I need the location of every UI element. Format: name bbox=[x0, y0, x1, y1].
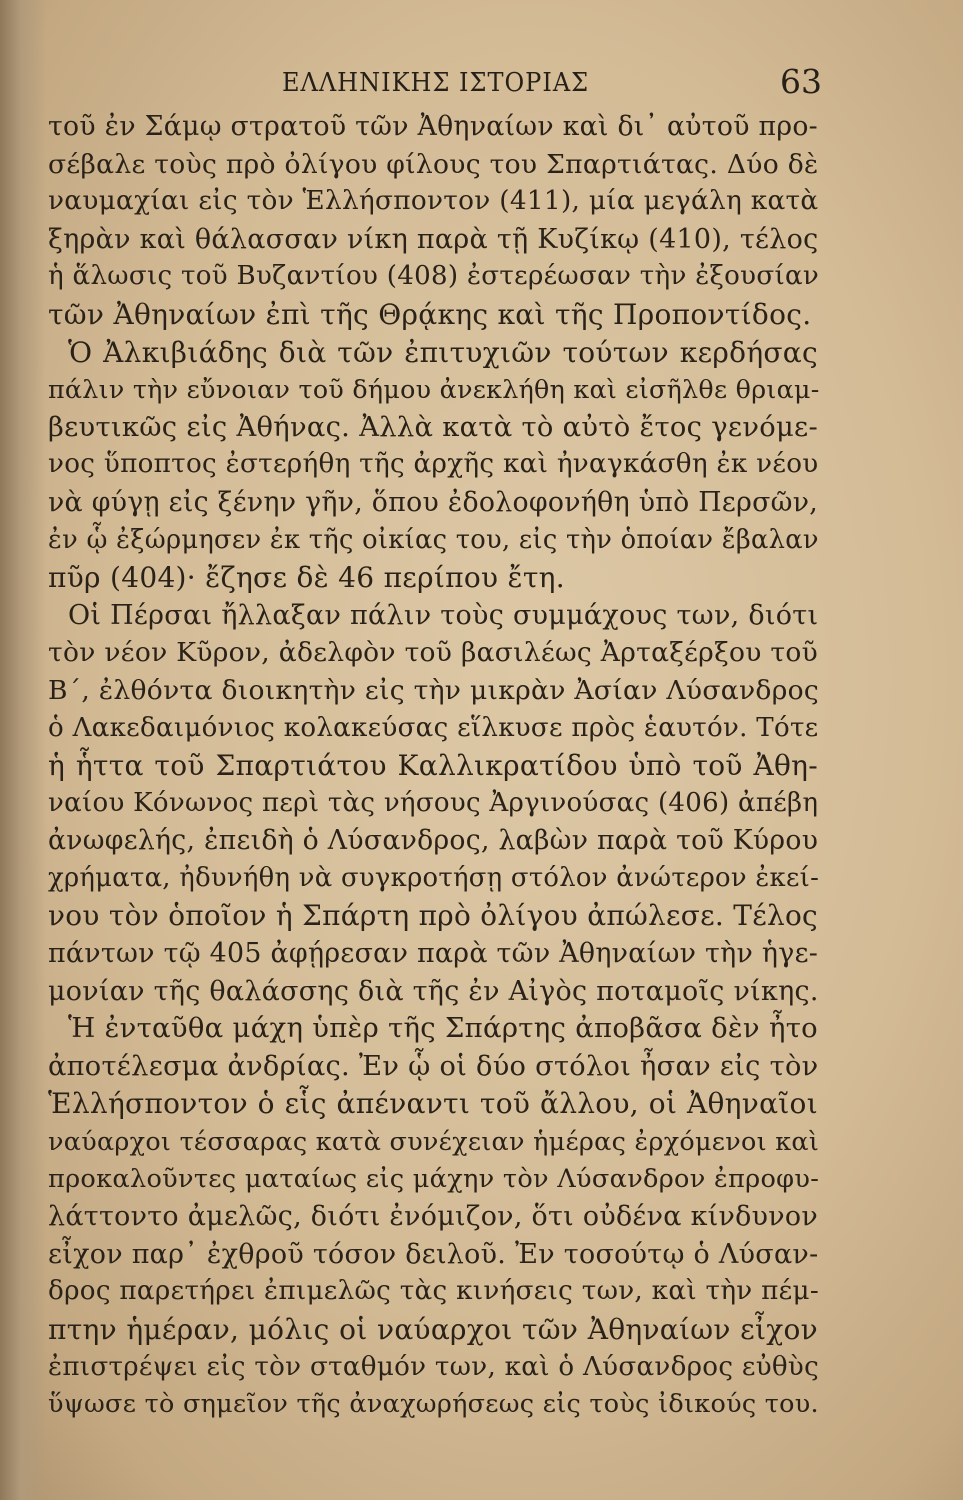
text-line: ἀνωφελής, ἐπειδὴ ὁ Λύσανδρος, λαβὼν παρὰ τοῦ Κύρου bbox=[48, 825, 819, 857]
text-line: πάλιν τὴν εὔνοιαν τοῦ δήμου ἀνεκλήθη καὶ εἰσῆλθε θριαμ- bbox=[48, 375, 820, 405]
text-line: νος ὕποπτος ἐστερήθη τῆς ἀρχῆς καὶ ἠναγκάσθη ἐκ νέου bbox=[48, 449, 819, 480]
text-line: ναίου Κόνωνος περὶ τὰς νήσους Ἀργινούσας (406) ἀπέβη bbox=[48, 787, 819, 818]
text-line: ἀποτέλεσμα ἀνδρίας. Ἐν ᾧ οἱ δύο στόλοι ἦσαν εἰς τὸν bbox=[48, 1050, 819, 1082]
text-line: πάντων τῷ 405 ἀφῄρεσαν παρὰ τῶν Ἀθηναίων τὴν ἡγε- bbox=[48, 938, 819, 970]
text-line: νου τὸν ὁποῖον ἡ Σπάρτη πρὸ ὀλίγου ἀπώλεσε. Τέλος bbox=[48, 899, 818, 933]
text-line: τὸν νέον Κῦρον, ἀδελφὸν τοῦ βασιλέως Ἀρταξέρξου τοῦ bbox=[48, 637, 818, 669]
text-line: πῦρ (404)· ἔζησε δὲ 46 περίπου ἔτη. bbox=[48, 561, 565, 595]
text-line: ξηρὰν καὶ θάλασσαν νίκη παρὰ τῇ Κυζίκῳ (410), τέλος bbox=[48, 223, 819, 255]
text-line: βευτικῶς εἰς Ἀθήνας. Ἀλλὰ κατὰ τὸ αὐτὸ ἔτος γενόμε- bbox=[48, 411, 818, 443]
paragraph-start-line: Ἡ ἐνταῦθα μάχη ὑπὲρ τῆς Σπάρτης ἀποβᾶσα δὲν ἦτο bbox=[68, 1013, 818, 1045]
text-line: σέβαλε τοὺς πρὸ ὀλίγου φίλους του Σπαρτιάτας. Δύο δὲ bbox=[48, 148, 819, 180]
paragraph-start-line: Οἱ Πέρσαι ἤλλαξαν πάλιν τοὺς συμμάχους των, διότι bbox=[68, 599, 819, 631]
text-line: ἐν ᾧ ἐξώρμησεν ἐκ τῆς οἰκίας του, εἰς τὴν ὁποίαν ἔβαλαν bbox=[48, 524, 819, 555]
text-line: προκαλοῦντες ματαίως εἰς μάχην τὸν Λύσανδρον ἐπροφυ- bbox=[48, 1163, 820, 1194]
page-number: 63 bbox=[780, 62, 822, 101]
body-text bbox=[48, 108, 818, 1424]
paragraph-start-line: Ὁ Ἀλκιβιάδης διὰ τῶν ἐπιτυχιῶν τούτων κερδήσας bbox=[68, 335, 818, 369]
text-line: ὕψωσε τὸ σημεῖον τῆς ἀναχωρήσεως εἰς τοὺς ἰδικούς του. bbox=[48, 1389, 819, 1420]
text-line: ναύαρχοι τέσσαρας κατὰ συνέχειαν ἡμέρας ἐρχόμενοι καὶ bbox=[48, 1126, 820, 1157]
text-line: νὰ φύγῃ εἰς ξένην γῆν, ὅπου ἐδολοφονήθη ὑπὸ Περσῶν, bbox=[48, 486, 819, 518]
text-line: δρος παρετήρει ἐπιμελῶς τὰς κινήσεις των, καὶ τὴν πέμ- bbox=[48, 1276, 819, 1307]
text-line: ἐπιστρέψει εἰς τὸν σταθμόν των, καὶ ὁ Λύσανδρος εὐθὺς bbox=[48, 1351, 820, 1382]
text-line: ἡ ἧττα τοῦ Σπαρτιάτου Καλλικρατίδου ὑπὸ τοῦ Ἀθη- bbox=[48, 749, 818, 783]
page-header bbox=[60, 62, 830, 106]
text-line: τοῦ ἐν Σάμῳ στρατοῦ τῶν Ἀθηναίων καὶ δι᾽ αὐτοῦ προ- bbox=[48, 111, 818, 142]
text-line: ναυμαχίαι εἰς τὸν Ἑλλήσποντον (411), μία μεγάλη κατὰ bbox=[48, 186, 819, 217]
text-line: χρήματα, ἠδυνήθη νὰ συγκροτήσῃ στόλον ἀνώτερον ἐκεί- bbox=[48, 862, 820, 893]
text-line: Β΄, ἐλθόντα διοικητὴν εἰς τὴν μικρὰν Ἀσίαν Λύσανδρος bbox=[48, 674, 820, 706]
text-line: πτην ἡμέραν, μόλις οἱ ναύαρχοι τῶν Ἀθηναίων εἶχον bbox=[48, 1313, 818, 1346]
text-line: τῶν Ἀθηναίων ἐπὶ τῆς Θρᾴκης καὶ τῆς Προποντίδος. bbox=[48, 297, 812, 331]
text-line: Ἑλλήσποντον ὁ εἷς ἀπέναντι τοῦ ἄλλου, οἱ Ἀθηναῖοι bbox=[48, 1087, 818, 1121]
page-edge-shadow bbox=[0, 0, 46, 1500]
text-line: μονίαν τῆς θαλάσσης διὰ τῆς ἐν Αἰγὸς ποταμοῖς νίκης. bbox=[48, 975, 819, 1007]
running-title: ΕΛΛΗΝΙΚΗΣ ΙΣΤΟΡΙΑΣ bbox=[282, 66, 590, 98]
text-line: εἶχον παρ᾽ ἐχθροῦ τόσον δειλοῦ. Ἐν τοσούτῳ ὁ Λύσαν- bbox=[48, 1238, 819, 1270]
text-line: λάττοντο ἀμελῶς, διότι ἐνόμιζον, ὅτι οὐδένα κίνδυνον bbox=[48, 1201, 819, 1233]
text-line: ὁ Λακεδαιμόνιος κολακεύσας εἵλκυσε πρὸς ἑαυτόν. Τότε bbox=[48, 712, 819, 743]
text-line: ἡ ἅλωσις τοῦ Βυζαντίου (408) ἐστερέωσαν τὴν ἐξουσίαν bbox=[48, 261, 820, 292]
